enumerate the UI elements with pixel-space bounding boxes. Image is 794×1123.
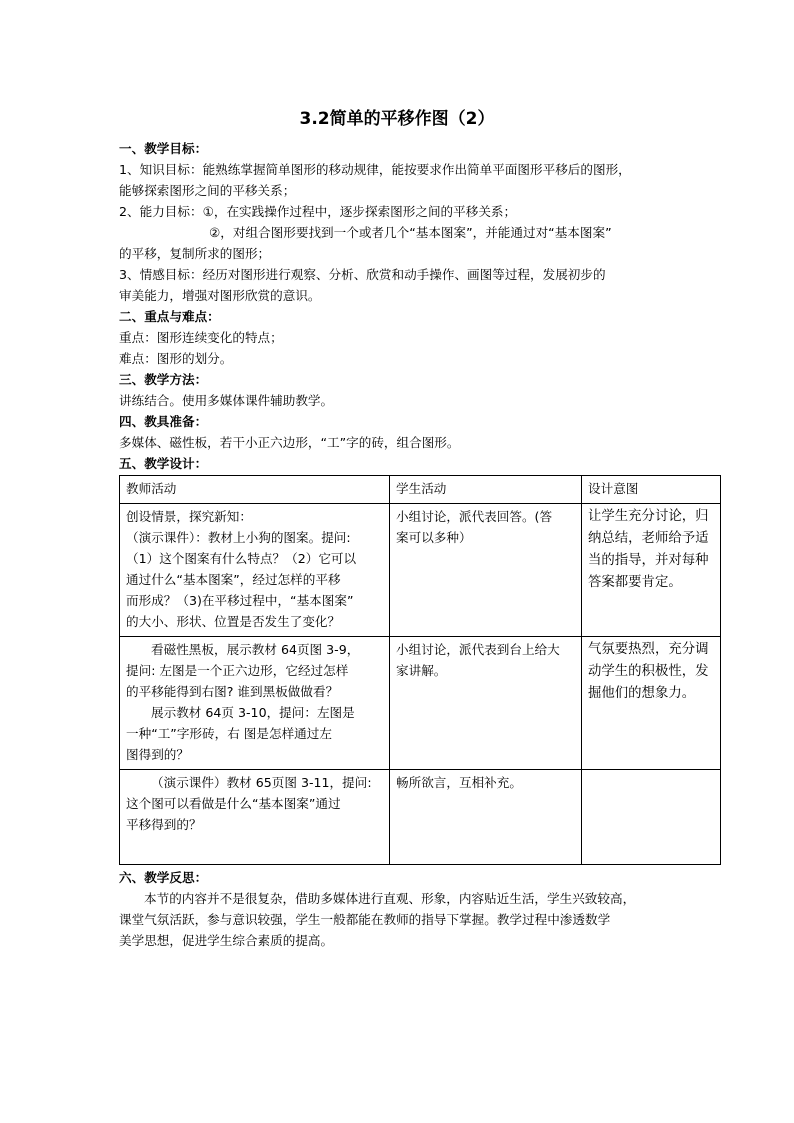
cell-line: 家讲解。 bbox=[396, 663, 447, 678]
text-line: 3、情感目标：经历对图形进行观察、分析、欣赏和动手操作、画图等过程，发展初步的 bbox=[119, 267, 606, 282]
cell-line: 的大小、形状、位置是否发生了变化？ bbox=[126, 614, 341, 629]
section-1-heading: 一、教学目标： bbox=[119, 141, 208, 156]
cell-line: 小组讨论，派代表回答。(答 bbox=[396, 509, 553, 524]
text-line: 多媒体、磁性板，若干小正六边形，“工”字的砖，组合图形。 bbox=[119, 435, 460, 450]
section-3-heading: 三、教学方法： bbox=[119, 372, 208, 387]
table-row bbox=[120, 637, 721, 770]
cell-line: 通过什么“基本图案”，经过怎样的平移 bbox=[126, 572, 341, 587]
cell-line: 图得到的？ bbox=[126, 747, 189, 762]
cell-line: 一种“工”字形砖，右 图是怎样通过左 bbox=[126, 726, 332, 741]
design-intent-cell bbox=[582, 637, 721, 770]
text-line: 难点：图形的划分。 bbox=[119, 351, 233, 366]
text-line: 1、知识目标：能熟练掌握简单图形的移动规律，能按要求作出简单平面图形平移后的图形， bbox=[119, 162, 631, 177]
cell-line: 答案都要肯定。 bbox=[588, 575, 682, 590]
table-row bbox=[120, 770, 721, 865]
design-intent-cell bbox=[582, 770, 721, 865]
student-activity-cell bbox=[390, 770, 582, 865]
text-line: 2、能力目标：①，在实践操作过程中，逐步探索图形之间的平移关系； bbox=[119, 204, 517, 219]
table-row bbox=[120, 504, 721, 637]
text-line: ②，对组合图形要找到一个或者几个“基本图案”，并能通过对“基本图案” bbox=[209, 225, 612, 240]
section-2-heading: 二、重点与难点： bbox=[119, 309, 220, 324]
cell-line: 而形成？（3)在平移过程中，“基本图案” bbox=[126, 593, 354, 608]
table-header-row bbox=[120, 476, 721, 504]
section-5-heading: 五、教学设计： bbox=[119, 456, 208, 471]
cell-line: 案可以多种） bbox=[396, 530, 472, 545]
teacher-activity-cell bbox=[120, 504, 390, 637]
cell-line: 动学生的积极性，发 bbox=[588, 664, 709, 679]
cell-line: 平移得到的？ bbox=[126, 817, 202, 832]
column-header: 设计意图 bbox=[582, 476, 721, 504]
text-line: 审美能力，增强对图形欣赏的意识。 bbox=[119, 288, 321, 303]
section-6-heading: 六、教学反思： bbox=[119, 870, 208, 885]
cell-line: 这个图可以看做是什么“基本图案”通过 bbox=[126, 796, 341, 811]
design-intent-cell bbox=[582, 504, 721, 637]
teacher-activity-cell bbox=[120, 637, 390, 770]
text-line: 本节的内容并不是很复杂，借助多媒体进行直观、形象，内容贴近生活，学生兴致较高， bbox=[144, 891, 636, 906]
cell-line: （演示课件）教材 65页图 3-11，提问: bbox=[151, 775, 372, 790]
cell-line: 的平移能得到右图? 谁到黑板做做看？ bbox=[126, 684, 339, 699]
cell-line: （1）这个图案有什么特点？（2）它可以 bbox=[126, 551, 357, 566]
cell-line: 纳总结，老师给予适 bbox=[588, 531, 709, 546]
cell-line: 气氛要热烈，充分调 bbox=[588, 642, 709, 657]
student-activity-cell bbox=[390, 504, 582, 637]
text-line: 能够探索图形之间的平移关系； bbox=[119, 183, 296, 198]
column-header: 教师活动 bbox=[120, 476, 390, 504]
text-line: 课堂气氛活跃，参与意识较强，学生一般都能在教师的指导下掌握。教学过程中渗透数学 bbox=[119, 912, 611, 927]
cell-line: 展示教材 64页 3-10，提问：左图是 bbox=[151, 705, 355, 720]
student-activity-cell bbox=[390, 637, 582, 770]
document-title: 3.2简单的平移作图（2） bbox=[299, 109, 495, 129]
text-line: 美学思想，促进学生综合素质的提高。 bbox=[119, 933, 334, 948]
cell-line: 提问: 左图是一个正六边形，它经过怎样 bbox=[126, 663, 349, 678]
cell-line: （演示课件）：教材上小狗的图案。提问: bbox=[126, 530, 351, 545]
text-line: 的平移，复制所求的图形； bbox=[119, 246, 271, 261]
teaching-design-table bbox=[119, 475, 721, 865]
cell-line: 掘他们的想象力。 bbox=[588, 686, 696, 701]
text-line: 重点：图形连续变化的特点； bbox=[119, 330, 283, 345]
text-line: 讲练结合。使用多媒体课件辅助教学。 bbox=[119, 393, 334, 408]
cell-line: 畅所欲言，互相补充。 bbox=[396, 775, 522, 790]
document-body bbox=[119, 138, 724, 951]
section-4-heading: 四、教具准备： bbox=[119, 414, 208, 429]
column-header: 学生活动 bbox=[390, 476, 582, 504]
cell-line: 小组讨论，派代表到台上给大 bbox=[396, 642, 560, 657]
cell-line: 看磁性黑板，展示教材 64页图 3-9， bbox=[151, 642, 360, 657]
teacher-activity-cell bbox=[120, 770, 390, 865]
cell-line: 当的指导，并对每种 bbox=[588, 553, 709, 568]
cell-line: 让学生充分讨论，归 bbox=[588, 509, 709, 524]
cell-line: 创设情景，探究新知： bbox=[126, 509, 252, 524]
